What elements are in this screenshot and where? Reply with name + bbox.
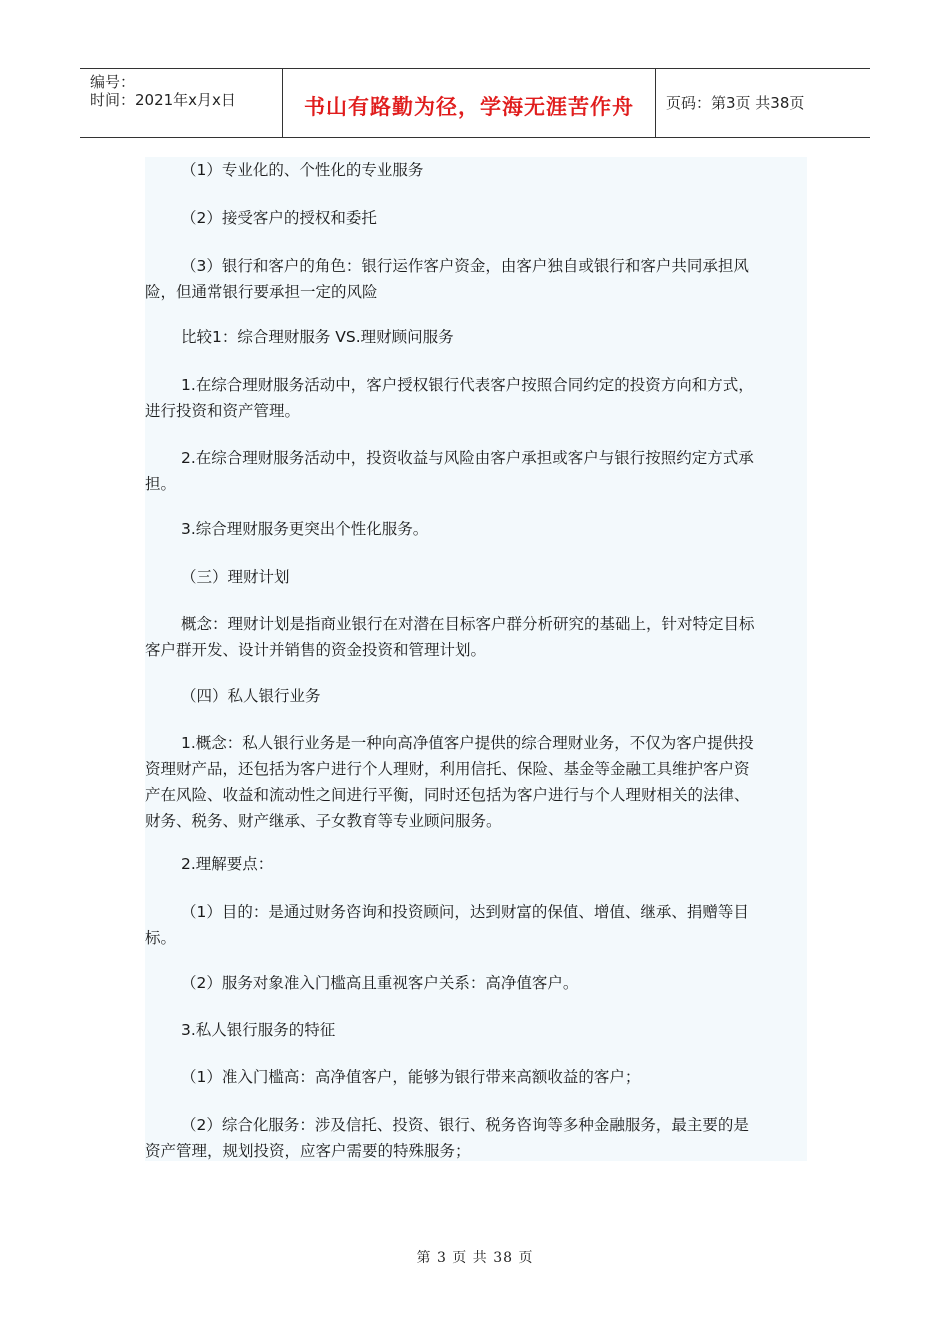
paragraph (145, 372, 807, 424)
paragraph (145, 899, 807, 951)
header-page-cell (656, 69, 870, 137)
document-body (145, 157, 807, 1161)
text-line: 担。 (145, 475, 177, 493)
header-info-cell (80, 69, 283, 137)
motto-text: 书山有路勤为径，学海无涯苦作舟 (304, 95, 634, 119)
text-line: 3.私人银行服务的特征 (181, 1021, 336, 1039)
paragraph (145, 1112, 807, 1164)
text-line: （三）理财计划 (181, 568, 290, 586)
text-line: 产在风险、收益和流动性之间进行平衡，同时还包括为客户进行与个人理财相关的法律、 (145, 786, 750, 804)
text-line: （1）准入门槛高：高净值客户，能够为银行带来高额收益的客户； (181, 1068, 641, 1086)
number-label: 编号： (90, 73, 136, 91)
text-line: 客户群开发、设计并销售的资金投资和管理计划。 (145, 641, 487, 659)
text-line: （2）接受客户的授权和委托 (181, 209, 377, 227)
text-line: 1.在综合理财服务活动中，客户授权银行代表客户按照合同约定的投资方向和方式， (181, 376, 754, 394)
paragraph (145, 1064, 807, 1090)
paragraph (145, 324, 807, 350)
text-line: 概念：理财计划是指商业银行在对潜在目标客户群分析研究的基础上，针对特定目标 (181, 615, 755, 633)
text-line: 3.综合理财服务更突出个性化服务。 (181, 520, 429, 538)
text-line: （3）银行和客户的角色：银行运作客户资金，由客户独自或银行和客户共同承担风 (181, 257, 749, 275)
text-line: 2.在综合理财服务活动中，投资收益与风险由客户承担或客户与银行按照约定方式承 (181, 449, 754, 467)
paragraph (145, 445, 807, 497)
paragraph (145, 1017, 807, 1043)
text-line: 比较1：综合理财服务 VS.理财顾问服务 (181, 328, 454, 346)
text-line: （1）目的：是通过财务咨询和投资顾问，达到财富的保值、增值、继承、捐赠等目 (181, 903, 749, 921)
text-line: （2）服务对象准入门槛高且重视客户关系：高净值客户。 (181, 974, 579, 992)
header-motto-cell (283, 69, 656, 137)
paragraph (145, 564, 807, 590)
paragraph (145, 205, 807, 231)
text-line: 标。 (145, 929, 177, 947)
paragraph (145, 611, 807, 663)
text-line: （2）综合化服务：涉及信托、投资、银行、税务咨询等多种金融服务，最主要的是 (181, 1116, 749, 1134)
text-line: 资理财产品，还包括为客户进行个人理财，利用信托、保险、基金等金融工具维护客户资 (145, 760, 750, 778)
text-line: （1）专业化的、个性化的专业服务 (181, 161, 424, 179)
paragraph (145, 970, 807, 996)
text-line: 财务、税务、财产继承、子女教育等专业顾问服务。 (145, 812, 502, 830)
date-label: 时间：2021年x月x日 (90, 91, 236, 109)
text-line: 险，但通常银行要承担一定的风险 (145, 283, 378, 301)
paragraph (145, 157, 807, 183)
text-line: 2.理解要点： (181, 855, 274, 873)
paragraph (145, 851, 807, 877)
paragraph (145, 516, 807, 542)
text-line: 资产管理，规划投资，应客户需要的特殊服务； (145, 1142, 471, 1160)
page-footer: 第 3 页 共 38 页 (416, 1250, 534, 1266)
text-line: （四）私人银行业务 (181, 687, 321, 705)
paragraph (145, 253, 807, 305)
paragraph (145, 683, 807, 709)
page-header (80, 68, 870, 138)
paragraph (145, 730, 807, 834)
text-line: 进行投资和资产管理。 (145, 402, 301, 420)
page-label: 页码：第3页 共38页 (666, 94, 805, 112)
text-line: 1.概念：私人银行业务是一种向高净值客户提供的综合理财业务，不仅为客户提供投 (181, 734, 754, 752)
